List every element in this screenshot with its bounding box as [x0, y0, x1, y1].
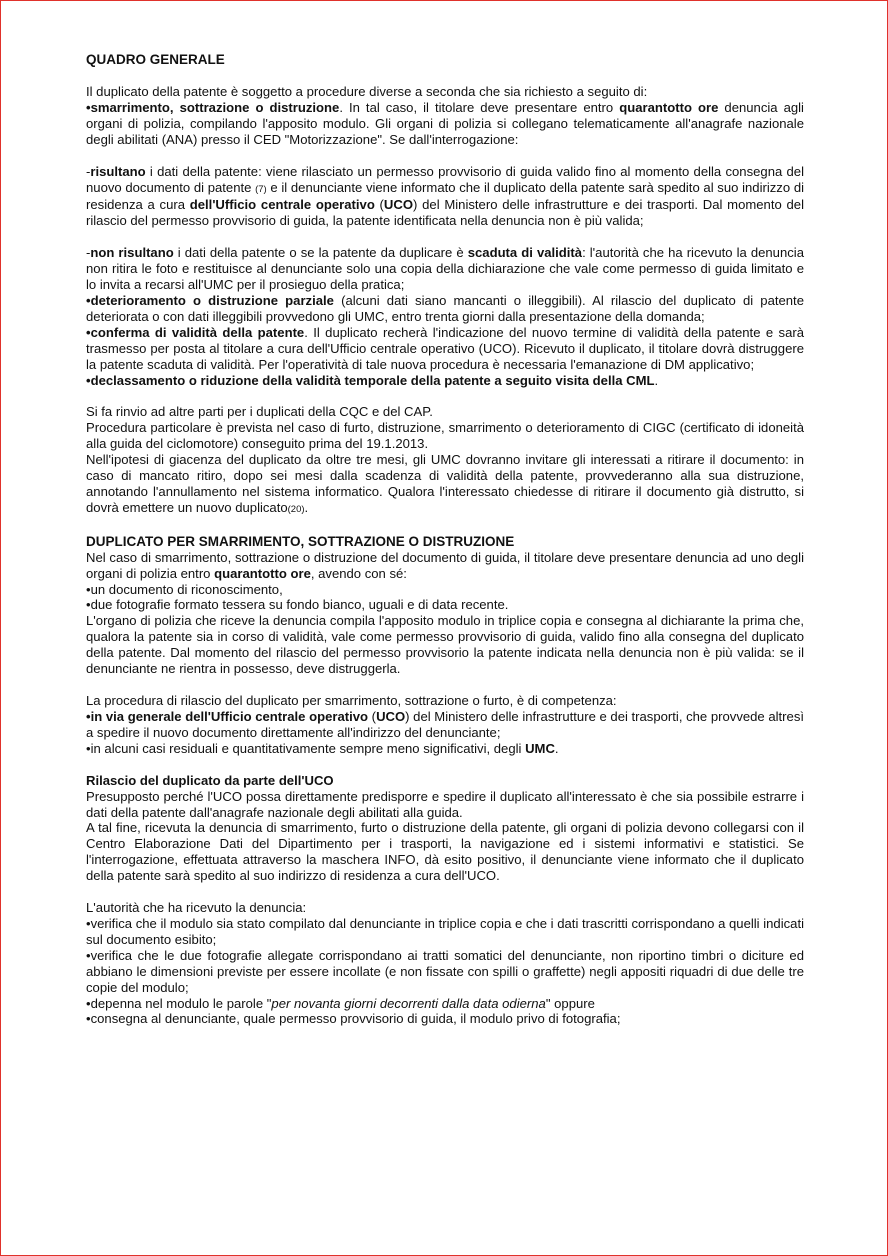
list-item-uco: •in via generale dell'Ufficio centrale operativo (UCO) del Ministero delle infrastrutture e dei trasporti, che provvede altresì a spedire il nuovo documento direttamente all'indirizzo del denunciante; — [86, 708, 805, 740]
paragraph-risultano: -risultano i dati della patente: viene rilasciato un permesso provvisorio di guida valido fino al momento della consegna del nuovo documento di patente (7) e il denunciante viene informato che il duplicato della patente sarà spedito al suo indirizzo di residenza a cura dell'Ufficio centrale operativo (UCO) del Ministero delle infrastrutture e dei trasporti. Dal momento del rilascio del permesso provvisorio di guida, la patente identificata nella denuncia non è più valida; — [86, 163, 805, 229]
paragraph-deterioramento: •deterioramento o distruzione parziale (alcuni dati siano mancanti o illeggibili). Al rilascio del duplicato di patente deteriorata o con dati illeggibili provvedono gli UMC, entro trenta giorni dalla presentazione della domanda; — [86, 292, 804, 324]
section-title-rilascio-uco: Rilascio del duplicato da parte dell'UCO — [86, 772, 334, 788]
paragraph-intro: Il duplicato della patente è soggetto a procedure diverse a seconda che sia richiesto a seguito di: •smarrimento, sottrazione o distruzione. In tal caso, il titolare deve presentare entro quarantotto ore denuncia agli organi di polizia, compilando l'apposito modulo. Gli organi di polizia si collegano telematicamente all'anagrafe nazionale degli abilitati (ANA) presso il CED "Motorizzazione". Se dall'interrogazione: — [86, 84, 804, 147]
paragraph-non-risultano: -non risultano i dati della patente o se la patente da duplicare è scaduta di validità: l'autorità che ha ricevuto la denuncia non ritira le foto e restituisce al denunciante solo una copia della dichiarazione che vale come permesso di guida limitato e lo invita a recarsi all'UMC per il prosieguo della pratica; — [86, 245, 804, 293]
paragraph-autorita: L'autorità che ha ricevuto la denuncia: — [86, 900, 307, 916]
list-item-documento: •un documento di riconoscimento, — [86, 581, 283, 597]
list-item-umc: •in alcuni casi residuali e quantitativamente sempre meno significativi, degli UMC. — [86, 740, 559, 756]
paragraph-denuncia: Nel caso di smarrimento, sottrazione o distruzione del documento di guida, il titolare deve presentare denuncia ad uno degli organi di polizia entro quarantotto ore, avendo con sé: — [86, 549, 804, 581]
section-title-quadro-generale: QUADRO GENERALE — [86, 52, 225, 67]
document-page — [86, 52, 804, 1027]
paragraph-cigc: Procedura particolare è prevista nel caso di furto, distruzione, smarrimento o deterioramento di CIGC (certificato di idoneità alla guida del ciclomotore) conseguito prima del 19.1.2013. — [86, 420, 804, 452]
paragraph-presupposto: Presupposto perché l'UCO possa direttamente predisporre e spedire il duplicato all'interessato è che sia possibile estrarre i dati della patente dall'anagrafe nazionale degli abilitati alla guida. — [86, 788, 804, 820]
list-item-verifica-modulo: •verifica che il modulo sia stato compilato dal denunciante in triplice copia e che i dati trascritti corrispondano a quelli indicati sul documento esibito; — [86, 915, 804, 947]
list-item-verifica-fotografie: •verifica che le due fotografie allegate corrispondano ai tratti somatici del denunciante, non riportino timbri o diciture ed abbiano le dimensioni previste per essere incollate (e non fissate con spilli o graffette) negli appositi riquadri di due delle tre copie del modulo; — [86, 947, 804, 995]
paragraph-organo-polizia: L'organo di polizia che riceve la denuncia compila l'apposito modulo in triplice copia e consegna al dichiarante la prima che, qualora la patente sia in corso di validità, vale come permesso provvisorio di guida, valido fino alla consegna del duplicato della patente. Dal momento del rilascio del permesso provvisorio la patente indicata nella denuncia non è più valida: se il denunciante ne rientra in possesso, deve distruggerla. — [86, 613, 804, 677]
paragraph-rinvio: Si fa rinvio ad altre parti per i duplicati della CQC e del CAP. — [86, 404, 433, 420]
list-item-consegna: •consegna al denunciante, quale permesso provvisorio di guida, il modulo privo di fotografia; — [86, 1011, 621, 1027]
list-item-depenna: •depenna nel modulo le parole "per novanta giorni decorrenti dalla data odierna" oppure — [86, 995, 595, 1011]
paragraph-conferma-validita: •conferma di validità della patente. Il duplicato recherà l'indicazione del nuovo termine di validità della patente e sarà trasmesso per posta al titolare a cura dell'Ufficio centrale operativo (UCO). Ricevuto il duplicato, il titolare dovrà distruggere la patente scaduta di validità. Per l'operatività di tale nuova procedura è necessaria l'emanazione di DM applicativo; — [86, 324, 804, 372]
paragraph-competenza: La procedura di rilascio del duplicato per smarrimento, sottrazione o furto, è di competenza: — [86, 693, 617, 708]
paragraph-a-tal-fine: A tal fine, ricevuta la denuncia di smarrimento, furto o distruzione della patente, gli organi di polizia devono collegarsi con il Centro Elaborazione Dati del Dipartimento per i trasporti, la navigazione ed i sistemi informativi e statistici. Se l'interrogazione, effettuata attraverso la maschera INFO, dà esito positivo, il denunciante viene informato che il duplicato della patente sarà spedito al suo indirizzo di residenza a cura dell'UCO. — [86, 820, 804, 884]
paragraph-giacenza: Nell'ipotesi di giacenza del duplicato da oltre tre mesi, gli UMC dovranno invitare gli interessati a ritirare il documento: in caso di mancato ritiro, dopo sei mesi dalla scadenza di validità della patente, provvederanno alla sua distruzione, annotando l'annullamento nel sistema informatico. Qualora l'interessato chiedesse di ritirare il documento già distrutto, si dovrà emettere un nuovo duplicato(20). — [86, 452, 804, 515]
list-item-fotografie: •due fotografie formato tessera su fondo bianco, uguali e di data recente. — [86, 597, 509, 613]
paragraph-declassamento: •declassamento o riduzione della validità temporale della patente a seguito visita della CML. — [86, 372, 659, 388]
section-title-duplicato-smarrimento: DUPLICATO PER SMARRIMENTO, SOTTRAZIONE O DISTRUZIONE — [86, 533, 515, 549]
